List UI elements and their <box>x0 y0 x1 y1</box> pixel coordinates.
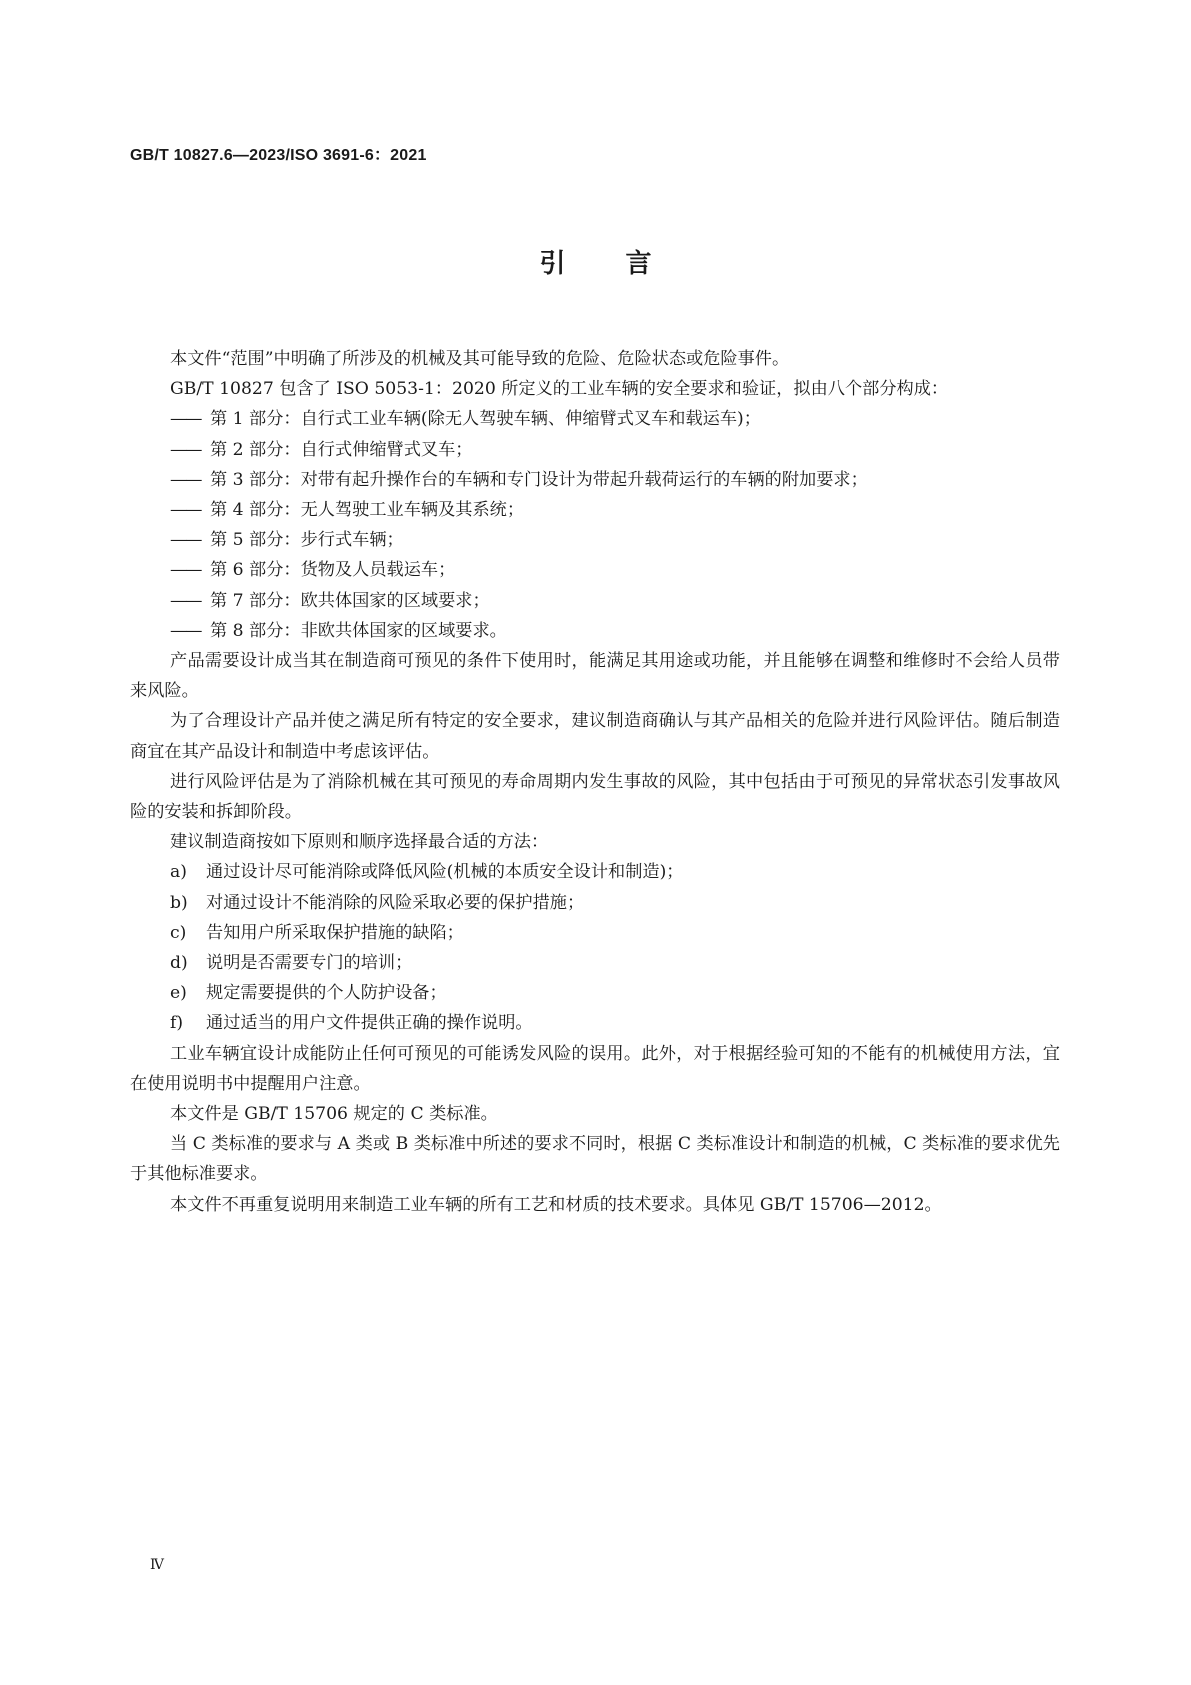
list-item-text: 第 5 部分：步行式车辆； <box>210 530 404 551</box>
dash-marker: —— <box>170 439 201 460</box>
list-item <box>130 465 1060 495</box>
paragraph-risk-assessment: 为了合理设计产品并使之满足所有特定的安全要求，建议制造商确认与其产品相关的危险并进行风险评估。随后制造商宜在其产品设计和制造中考虑该评估。 <box>130 711 1060 762</box>
page-number: Ⅳ <box>150 1557 164 1573</box>
list-marker: e) <box>170 983 187 1004</box>
dash-marker: —— <box>170 469 201 490</box>
paragraph-technical-requirements: 本文件不再重复说明用来制造工业车辆的所有工艺和材质的技术要求。具体见 GB/T 15706—2012。 <box>170 1194 942 1215</box>
list-marker: c) <box>170 922 187 943</box>
dash-marker: —— <box>170 500 201 521</box>
list-item <box>130 978 1060 1008</box>
list-marker: f) <box>170 1013 184 1034</box>
list-item-text: 通过设计尽可能消除或降低风险(机械的本质安全设计和制造)； <box>206 862 684 883</box>
standard-code: GB/T 10827.6—2023/ISO 3691-6：2021 <box>130 147 427 164</box>
paragraph-methods-intro: 建议制造商按如下原则和顺序选择最合适的方法： <box>170 832 549 853</box>
list-item-text: 第 7 部分：欧共体国家的区域要求； <box>210 590 490 611</box>
document-body <box>130 344 1060 1220</box>
list-item-text: 第 6 部分：货物及人员载运车； <box>210 560 456 581</box>
list-marker: a) <box>170 862 187 883</box>
dash-marker: —— <box>170 620 201 641</box>
list-item-text: 第 2 部分：自行式伸缩臂式叉车； <box>210 439 473 460</box>
list-item <box>130 948 1060 978</box>
paragraph-design: 产品需要设计成当其在制造商可预见的条件下使用时，能满足其用途或功能，并且能够在调整和维修时不会给人员带来风险。 <box>130 651 1060 702</box>
list-item-text: 说明是否需要专门的培训； <box>206 953 413 974</box>
list-item <box>130 888 1060 918</box>
paragraph-scope: 本文件“范围”中明确了所涉及的机械及其可能导致的危险、危险状态或危险事件。 <box>170 349 790 369</box>
paragraph-parts-intro: GB/T 10827 包含了 ISO 5053-1：2020 所定义的工业车辆的安全要求和验证，拟由八个部分构成： <box>170 379 949 400</box>
page-title: 引言 <box>539 249 712 279</box>
list-item-text: 通过适当的用户文件提供正确的操作说明。 <box>206 1013 533 1034</box>
list-item <box>130 857 1060 887</box>
methods-list <box>130 857 1060 1038</box>
list-marker: b) <box>170 892 188 913</box>
list-item <box>130 495 1060 525</box>
list-item <box>130 616 1060 646</box>
list-item-text: 规定需要提供的个人防护设备； <box>206 983 447 1004</box>
dash-marker: —— <box>170 409 201 430</box>
list-marker: d) <box>170 953 188 974</box>
list-item-text: 对通过设计不能消除的风险采取必要的保护措施； <box>206 892 585 913</box>
list-item <box>130 918 1060 948</box>
paragraph-risk-purpose: 进行风险评估是为了消除机械在其可预见的寿命周期内发生事故的风险，其中包括由于可预见的异常状态引发事故风险的安装和拆卸阶段。 <box>130 771 1060 823</box>
dash-marker: —— <box>170 590 201 611</box>
list-item <box>130 586 1060 616</box>
list-item <box>130 435 1060 465</box>
list-item <box>130 525 1060 555</box>
list-item-text: 第 3 部分：对带有起升操作台的车辆和专门设计为带起升载荷运行的车辆的附加要求； <box>210 469 868 490</box>
list-item <box>130 404 1060 434</box>
list-item-text: 第 1 部分：自行式工业车辆(除无人驾驶车辆、伸缩臂式叉车和载运车)； <box>210 409 761 430</box>
paragraph-c-type: 本文件是 GB/T 15706 规定的 C 类标准。 <box>170 1104 498 1125</box>
paragraph-misuse: 工业车辆宜设计成能防止任何可预见的可能诱发风险的误用。此外，对于根据经验可知的不能有的机械使用方法，宜在使用说明书中提醒用户注意。 <box>130 1043 1060 1094</box>
paragraph-c-priority: 当 C 类标准的要求与 A 类或 B 类标准中所述的要求不同时，根据 C 类标准设计和制造的机械，C 类标准的要求优先于其他标准要求。 <box>130 1134 1060 1185</box>
list-item-text: 第 8 部分：非欧共体国家的区域要求。 <box>210 620 507 641</box>
dash-marker: —— <box>170 530 201 551</box>
parts-list <box>130 404 1060 646</box>
dash-marker: —— <box>170 560 201 581</box>
list-item-text: 第 4 部分：无人驾驶工业车辆及其系统； <box>210 500 525 521</box>
list-item <box>130 555 1060 585</box>
list-item <box>130 1008 1060 1038</box>
list-item-text: 告知用户所采取保护措施的缺陷； <box>206 922 464 943</box>
